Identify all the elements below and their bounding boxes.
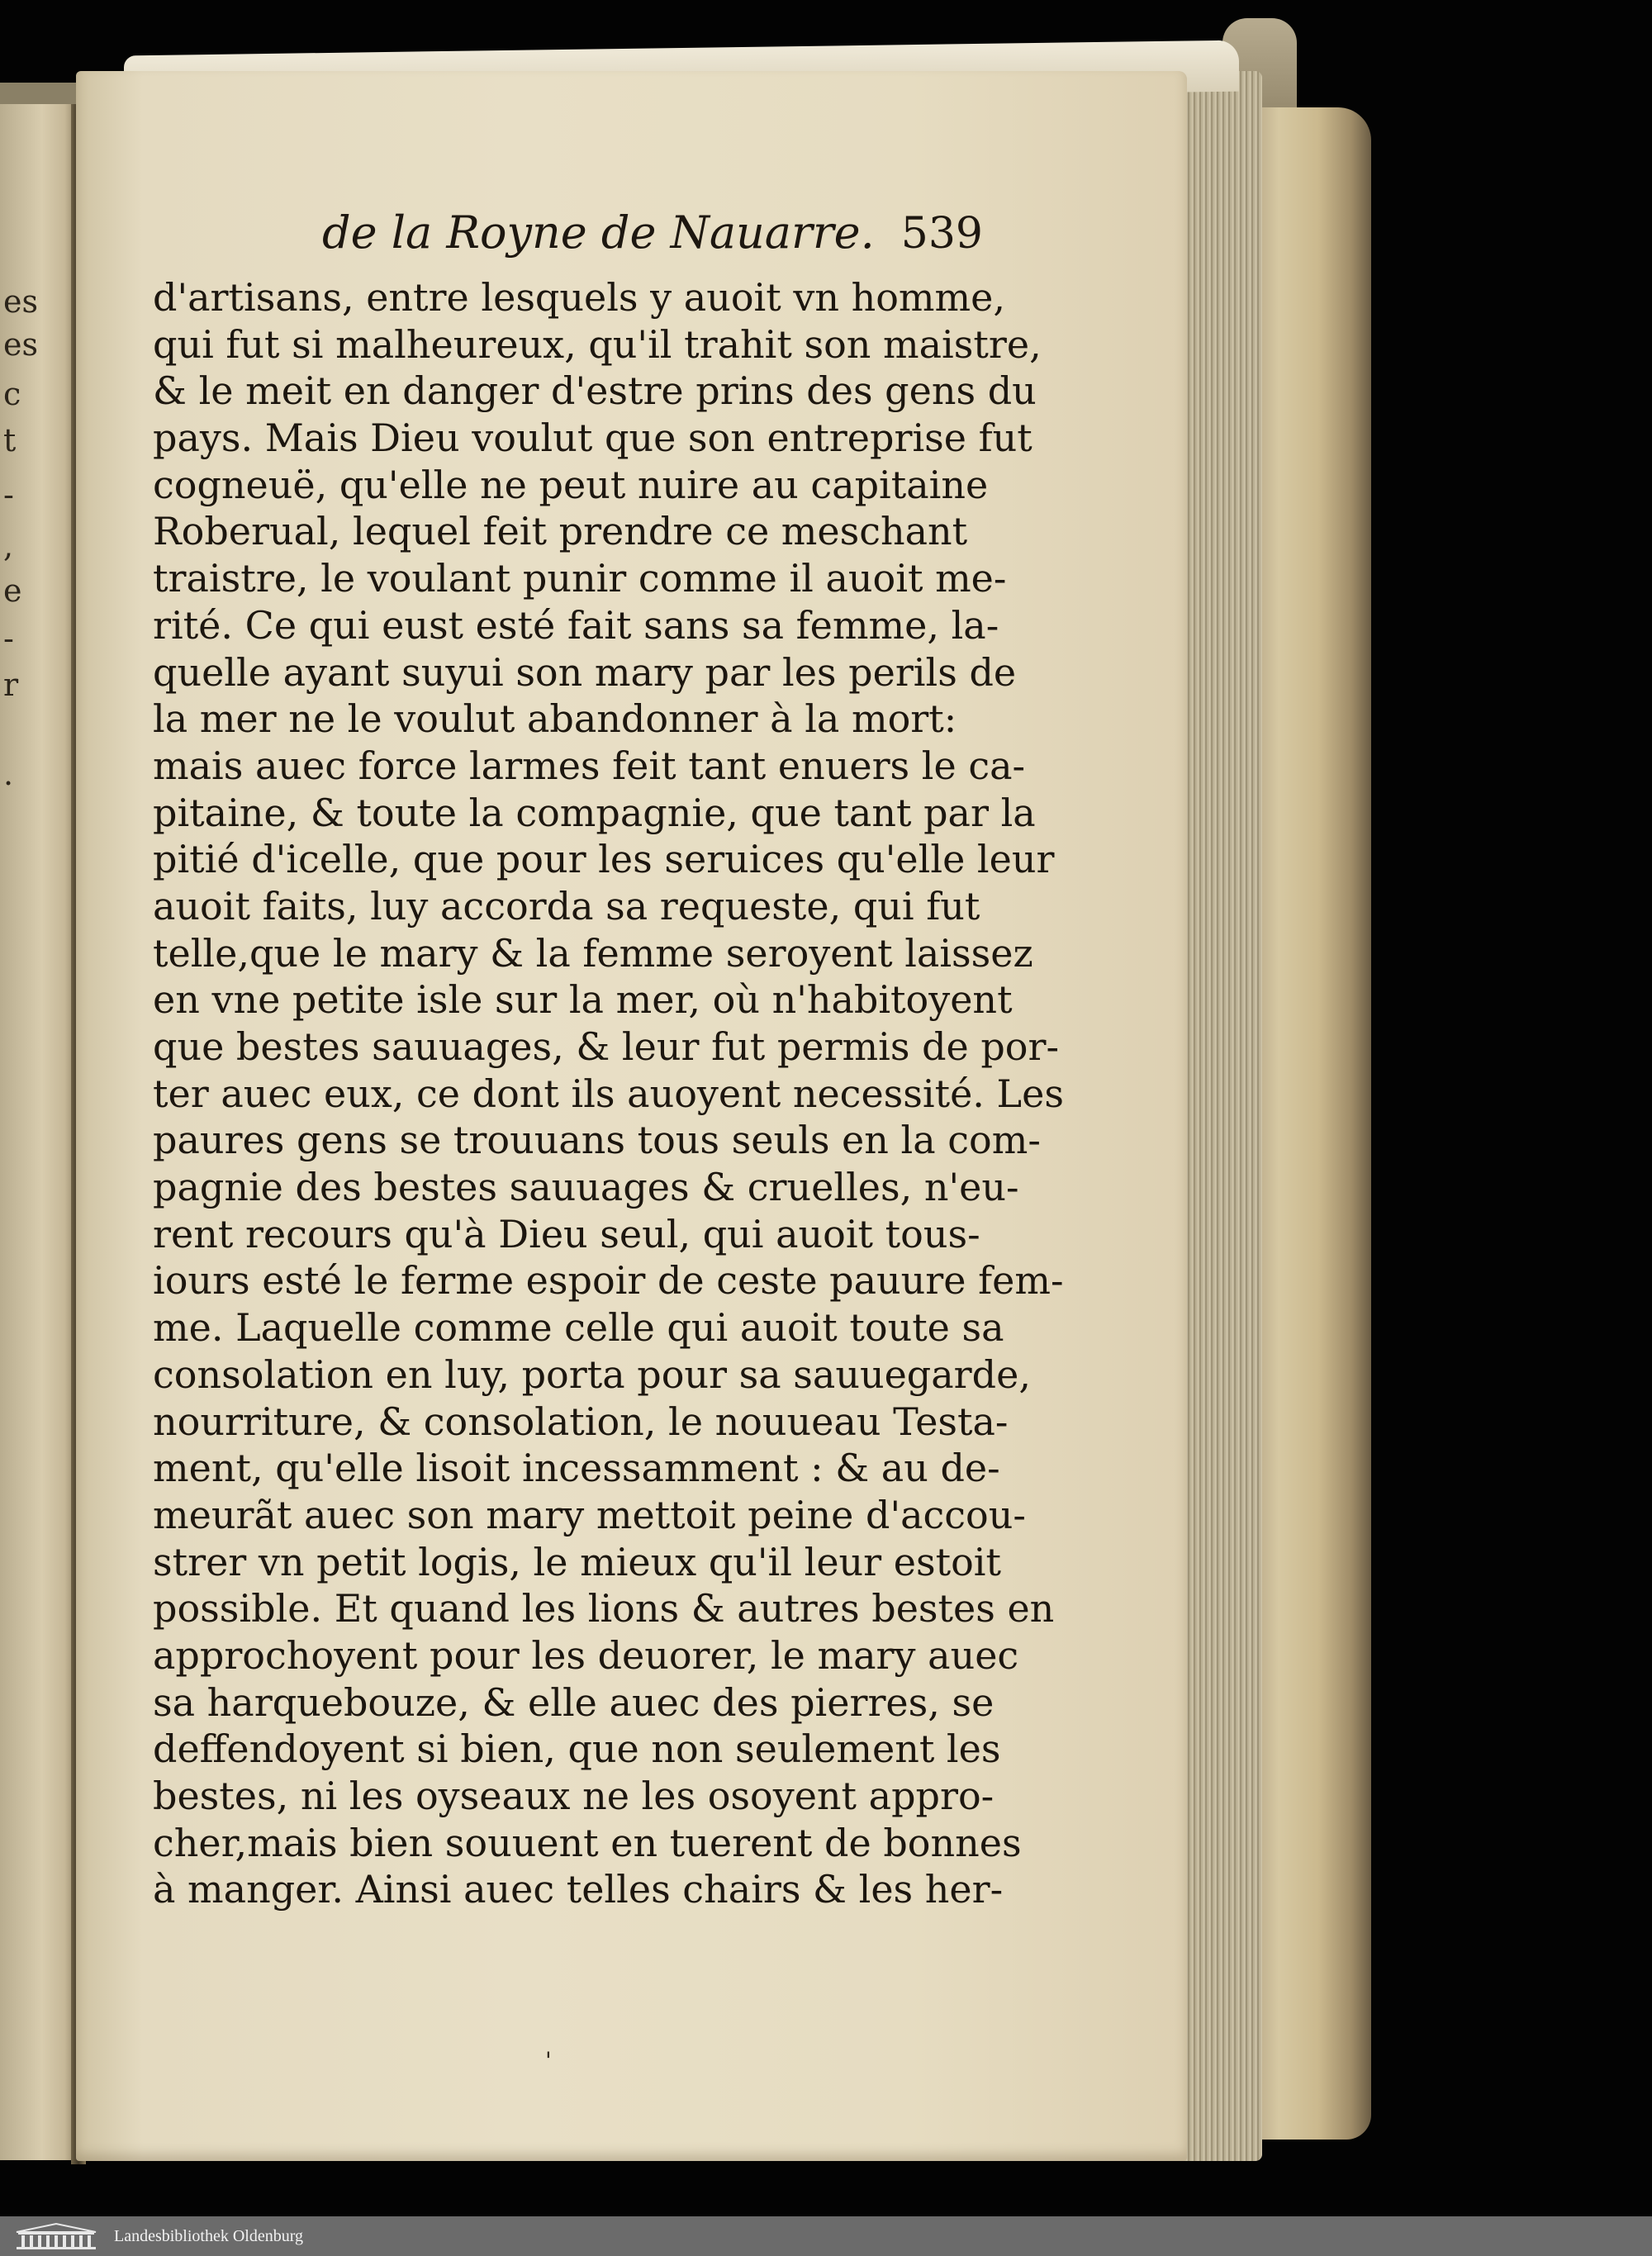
text-line: meurãt auec son mary mettoit peine d'accou- <box>153 1492 1026 1537</box>
institution-name[interactable]: Landesbibliothek Oldenburg <box>114 2226 304 2245</box>
text-line: ter auec eux, ce dont ils auoyent necessité. Les <box>153 1071 1064 1116</box>
text-line: approchoyent pour les deuorer, le mary auec <box>153 1632 1019 1678</box>
left-page-fragment: t <box>3 422 17 458</box>
text-line: pitaine, & toute la compagnie, que tant par la <box>153 790 1036 835</box>
text-line: deffendoyent si bien, que non seulement les <box>153 1726 1001 1772</box>
left-page-fragment: - <box>3 477 14 513</box>
left-page-fragment: e <box>3 572 22 609</box>
signature-mark: ' <box>545 2047 552 2074</box>
left-page-fragment: r <box>3 667 19 703</box>
text-line: pitié d'icelle, que pour les seruices qu'elle leur <box>153 837 1055 882</box>
text-line: cher,mais bien souuent en tuerent de bonnes <box>153 1820 1022 1865</box>
footer-bar <box>0 2216 1652 2256</box>
left-facing-page <box>0 95 76 2160</box>
left-page-fragment: - <box>3 620 14 657</box>
text-line: nourriture, & consolation, le nouueau Testa- <box>153 1399 1009 1444</box>
running-head <box>322 207 983 264</box>
text-line: iours esté le ferme espoir de ceste pauure fem- <box>153 1258 1064 1304</box>
page-text <box>153 274 1064 1913</box>
text-line: traistre, le voulant punir comme il auoit me- <box>153 556 1007 601</box>
text-line: rité. Ce qui eust esté fait sans sa femme, la- <box>153 602 999 648</box>
text-line: rent recours qu'à Dieu seul, qui auoit tous- <box>153 1211 980 1256</box>
text-line: ment, qu'elle lisoit incessamment : & au de- <box>153 1446 1000 1491</box>
page-number: 539 <box>900 209 983 259</box>
text-line: pagnie des bestes sauuages & cruelles, n'eu- <box>153 1165 1019 1210</box>
text-line: Roberual, lequel feit prendre ce meschant <box>153 509 968 554</box>
library-building-icon <box>15 2222 97 2250</box>
text-line: mais auec force larmes feit tant enuers le ca- <box>153 743 1026 788</box>
left-page-fragment: . <box>3 756 14 792</box>
text-line: paures gens se trouuans tous seuls en la com- <box>153 1118 1041 1163</box>
text-line: quelle ayant suyui son mary par les perils de <box>153 649 1017 695</box>
text-line: cogneuë, qu'elle ne peut nuire au capitaine <box>153 462 989 507</box>
text-line: en vne petite isle sur la mer, où n'habitoyent <box>153 977 1013 1023</box>
left-page-fragment: c <box>3 376 21 412</box>
text-line: & le meit en danger d'estre prins des gens du <box>153 368 1037 414</box>
text-line: telle,que le mary & la femme seroyent laissez <box>153 930 1033 976</box>
text-line: possible. Et quand les lions & autres bestes en <box>153 1586 1055 1631</box>
text-line: bestes, ni les oyseaux ne les osoyent appro- <box>153 1774 995 1818</box>
text-line: la mer ne le voulut abandonner à la mort: <box>153 696 957 742</box>
text-line: à manger. Ainsi auec telles chairs & les her- <box>153 1867 1004 1912</box>
text-line: pays. Mais Dieu voulut que son entreprise fut <box>153 416 1032 461</box>
text-line: me. Laquelle comme celle qui auoit toute sa <box>153 1305 1004 1351</box>
text-line: d'artisans, entre lesquels y auoit vn homme, <box>153 275 1005 320</box>
text-line: strer vn petit logis, le mieux qu'il leur estoit <box>153 1539 1001 1584</box>
left-page-fragment: es <box>3 283 38 320</box>
running-head-title: de la Royne de Nauarre. <box>322 207 875 259</box>
text-line: qui fut si malheureux, qu'il trahit son maistre, <box>153 321 1042 367</box>
left-page-fragment: es <box>3 326 38 363</box>
left-page-fragment: , <box>3 528 14 564</box>
text-line: auoit faits, luy accorda sa requeste, qui fut <box>153 883 980 929</box>
text-line: consolation en luy, porta pour sa sauuegarde, <box>153 1351 1031 1397</box>
text-line: sa harquebouze, & elle auec des pierres, se <box>153 1679 995 1725</box>
text-line: que bestes sauuages, & leur fut permis de por- <box>153 1024 1060 1069</box>
